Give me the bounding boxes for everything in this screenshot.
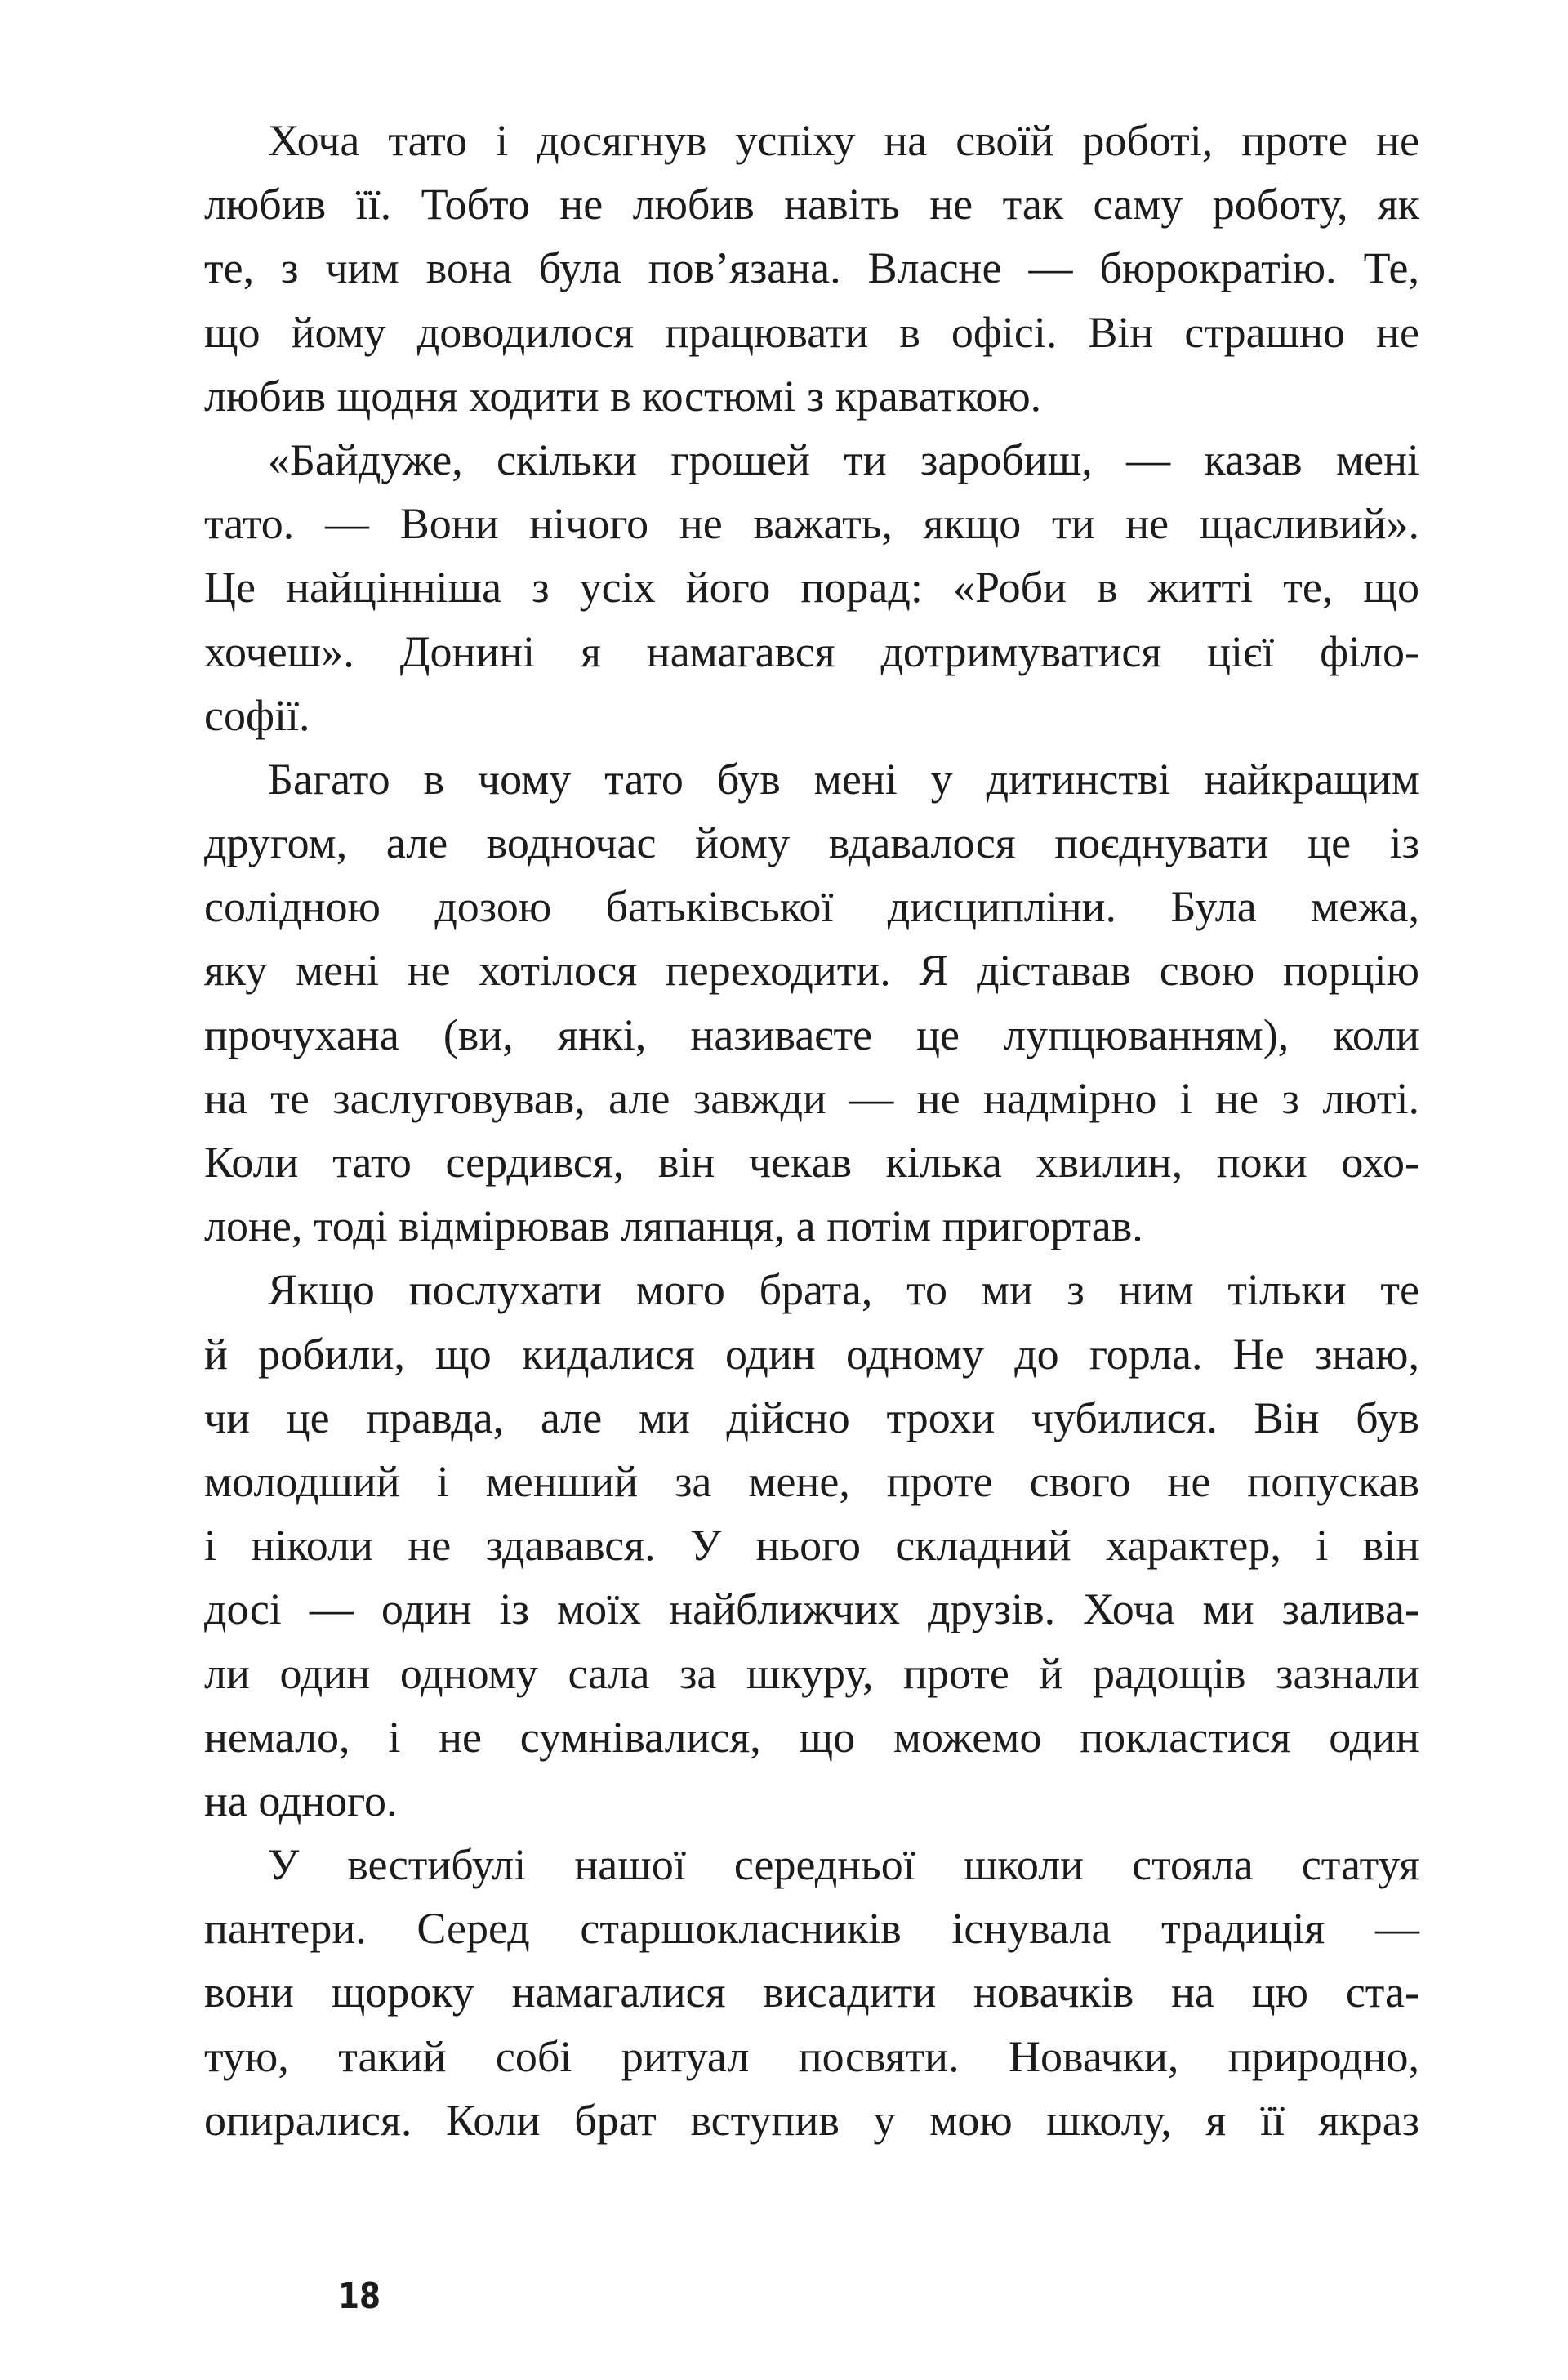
text-line: що йому доводилося працювати в офісі. Він страшно не <box>204 307 1419 357</box>
text-line: те, з чим вона була пов’язана. Власне — бюрократію. Те, <box>204 243 1419 293</box>
text-line: Якщо послухати мого брата, то ми з ним тільки те <box>268 1265 1419 1315</box>
text-line: лоне, тоді відмірював ляпанця, а потім пригортав. <box>204 1201 1143 1251</box>
body-text <box>204 109 1419 2152</box>
paragraph <box>204 1258 1419 1833</box>
text-line: й робили, що кидалися один одному до горла. Не знаю, <box>204 1329 1419 1379</box>
text-line: прочухана (ви, янкі, називаєте це лупцюванням), коли <box>204 1009 1419 1059</box>
text-line: досі — один із моїх найближчих друзів. Хоча ми залива- <box>204 1584 1419 1634</box>
text-line: любив її. Тобто не любив навіть не так саму роботу, як <box>204 180 1419 230</box>
text-line: і ніколи не здавався. У нього складний характер, і він <box>204 1521 1419 1571</box>
text-line: Багато в чому тато був мені у дитинстві найкращим <box>268 754 1419 804</box>
text-line: Коли тато сердився, він чекав кілька хвилин, поки охо- <box>204 1138 1419 1187</box>
paragraph <box>204 747 1419 1259</box>
text-line: молодший і менший за мене, проте свого не попускав <box>204 1456 1419 1506</box>
paragraph <box>204 1833 1419 2152</box>
text-line: хочеш». Донині я намагався дотримуватися цієї філо- <box>204 626 1419 676</box>
text-line: другом, але водночас йому вдавалося поєднувати це із <box>204 818 1419 868</box>
text-line: пантери. Серед старшокласників існувала традиція — <box>204 1904 1419 1954</box>
text-line: ли один одному сала за шкуру, проте й радощів зазнали <box>204 1648 1419 1698</box>
paragraph <box>204 109 1419 428</box>
text-line: тато. — Вони нічого не важать, якщо ти не щасливий». <box>204 499 1419 549</box>
text-line: «Байдуже, скільки грошей ти заробиш, — казав мені <box>268 435 1419 484</box>
text-line: яку мені не хотілося переходити. Я діставав свою порцію <box>204 946 1419 996</box>
text-line: солідною дозою батьківської дисципліни. Була межа, <box>204 882 1419 932</box>
page-number: 18 <box>338 2275 381 2317</box>
text-line: Хоча тато і досягнув успіху на своїй роботі, проте не <box>268 116 1419 165</box>
text-line: любив щодня ходити в костюмі з краваткою. <box>204 371 1042 421</box>
text-line: на те заслуговував, але завжди — не надмірно і не з люті. <box>204 1073 1419 1123</box>
text-line: чи це правда, але ми дійсно трохи чубилися. Він був <box>204 1393 1419 1442</box>
text-line: опиралися. Коли брат вступив у мою школу, я її якраз <box>204 2095 1419 2145</box>
text-line: тую, такий собі ритуал посвяти. Новачки, природно, <box>204 2031 1419 2081</box>
text-line: на одного. <box>204 1776 398 1825</box>
paragraph <box>204 428 1419 747</box>
text-line: У вестибулі нашої середньої школи стояла статуя <box>268 1840 1419 1890</box>
text-line: немало, і не сумнівалися, що можемо покластися один <box>204 1712 1419 1762</box>
text-line: вони щороку намагалися висадити новачків на цю ста- <box>204 1968 1419 2017</box>
text-line: Це найцінніша з усіх його порад: «Роби в житті те, що <box>204 563 1419 613</box>
text-line: софії. <box>204 690 310 740</box>
